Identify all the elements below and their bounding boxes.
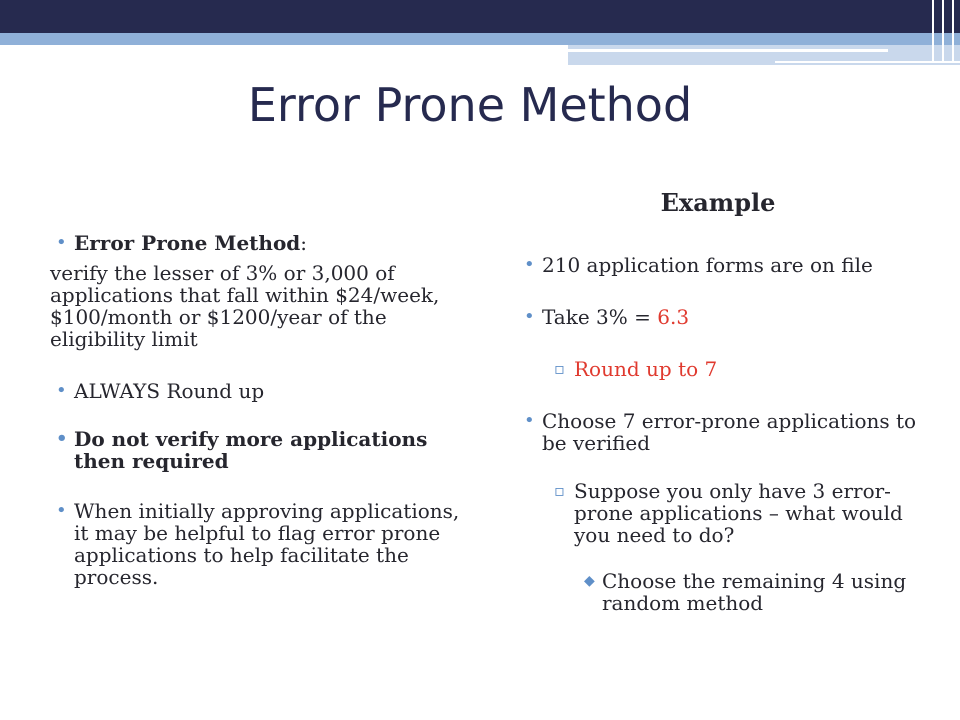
take-prefix: Take 3% = [542, 305, 658, 329]
suppose-text: Suppose you only have 3 error-prone applications – what would you need to do? [574, 479, 903, 547]
choose-text: Choose 7 error-prone applications to be verified [542, 409, 917, 455]
list-item-on-file [518, 254, 938, 276]
bullet-icon: • [56, 500, 67, 521]
list-item-remaining [518, 570, 938, 614]
top-accent-line [568, 49, 888, 52]
top-banner [0, 0, 960, 33]
bullet-icon: • [524, 410, 535, 431]
method-heading: Error Prone Method [74, 231, 301, 255]
method-heading-colon: : [300, 231, 308, 255]
list-item-choose [518, 410, 938, 454]
method-description: verify the lesser of 3% or 3,000 of applications that fall within $24/week, $100/month or $1200/year of the eligibility limit [50, 261, 440, 351]
corner-decoration-center [942, 0, 944, 63]
top-accent-strip [0, 33, 960, 45]
round-up-text: ALWAYS Round up [74, 379, 265, 403]
diamond-bullet-icon: ◆ [584, 573, 595, 589]
left-column [50, 232, 470, 588]
do-not-verify-text: Do not verify more applications then required [74, 427, 428, 473]
bullet-icon: • [56, 232, 67, 253]
list-item-suppose [518, 480, 938, 546]
bullet-icon: • [56, 428, 68, 449]
square-bullet-icon: ▫ [554, 359, 565, 378]
flag-text: When initially approving applications, it may be helpful to flag error prone applications to help facilitate the process. [74, 499, 460, 589]
list-item-flag [50, 500, 470, 588]
take-value: 6.3 [657, 305, 690, 329]
list-item-round-up-7 [518, 358, 938, 380]
slide-title: Error Prone Method [247, 78, 693, 132]
round-up-7-text: Round up to 7 [574, 357, 718, 381]
bullet-icon: • [524, 254, 535, 275]
bullet-icon: • [524, 306, 535, 327]
remaining-text: Choose the remaining 4 using random method [602, 569, 907, 615]
on-file-text: 210 application forms are on file [542, 253, 873, 277]
list-item-take [518, 306, 938, 328]
list-item-heading [50, 232, 470, 254]
square-bullet-icon: ▫ [554, 481, 565, 500]
list-item-round-up [50, 380, 470, 402]
list-item-do-not-verify [50, 428, 470, 472]
bullet-icon: • [56, 380, 67, 401]
example-heading: Example [660, 188, 776, 217]
right-column [518, 188, 938, 615]
